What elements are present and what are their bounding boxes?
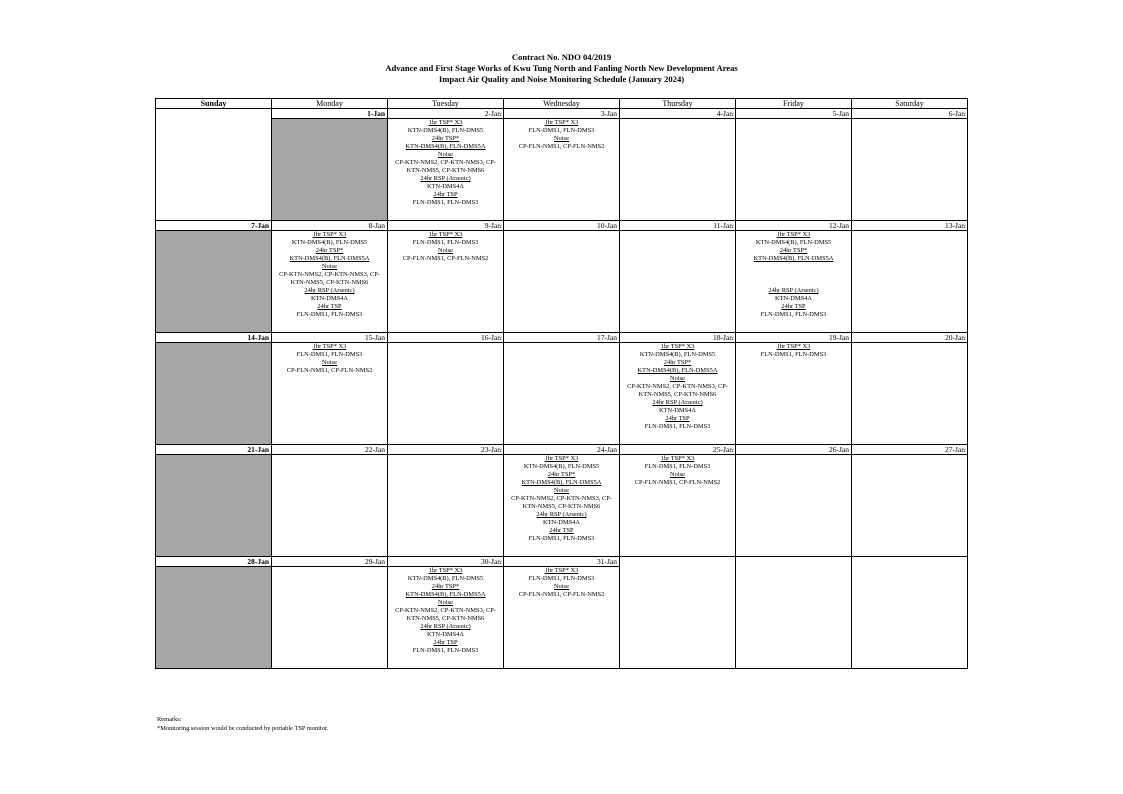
non-monitoring-day-fill xyxy=(156,567,271,668)
monitoring-heading: 1hr TSP* X3 xyxy=(428,231,463,238)
day-date: 17-Jan xyxy=(504,333,619,343)
monitoring-heading: 24hr TSP xyxy=(781,303,806,310)
monitoring-heading: KTN-DMS4(B), FLN-DMS5A xyxy=(753,255,834,262)
day-content xyxy=(272,231,387,332)
monitoring-stations: FLN-DMS1, FLN-DMS3 xyxy=(528,535,595,542)
day-date: 2-Jan xyxy=(388,109,503,119)
day-date: 30-Jan xyxy=(388,557,503,567)
day-cell xyxy=(504,557,620,669)
day-cell xyxy=(620,109,736,221)
monitoring-entries xyxy=(272,343,387,375)
monitoring-entries xyxy=(504,455,619,543)
monitoring-heading: 24hr RSP (Arsenic) xyxy=(420,623,471,630)
day-date: 12-Jan xyxy=(736,221,851,231)
day-content xyxy=(736,455,851,556)
monitoring-stations xyxy=(738,279,849,287)
day-cell xyxy=(852,557,968,669)
day-cell xyxy=(156,557,272,669)
day-date: 20-Jan xyxy=(852,333,967,343)
day-cell xyxy=(388,109,504,221)
day-cell xyxy=(736,445,852,557)
monitoring-stations xyxy=(738,271,849,279)
weekday-header: Sunday xyxy=(156,99,272,109)
day-cell xyxy=(504,221,620,333)
monitoring-entries xyxy=(736,231,851,319)
day-cell xyxy=(156,109,272,221)
monitoring-heading: 24hr TSP xyxy=(665,415,690,422)
day-cell xyxy=(272,445,388,557)
weekday-header: Monday xyxy=(272,99,388,109)
day-date: 26-Jan xyxy=(736,445,851,455)
day-cell xyxy=(388,445,504,557)
monitoring-stations: CP-KTN-NMS2, CP-KTN-NMS3, CP- xyxy=(511,495,612,502)
day-cell xyxy=(156,333,272,445)
monitoring-entries xyxy=(388,119,503,207)
monitoring-stations: KTN-DMS4A xyxy=(311,295,348,302)
day-date: 28-Jan xyxy=(156,557,271,567)
weekday-header: Friday xyxy=(736,99,852,109)
schedule-title: Impact Air Quality and Noise Monitoring Schedule (January 2024) xyxy=(438,74,685,84)
day-content xyxy=(852,119,967,220)
day-cell xyxy=(620,221,736,333)
monitoring-stations: KTN-DMS4(B), FLN-DMS5 xyxy=(407,127,484,134)
remarks-label: Remarks: xyxy=(157,716,182,723)
day-cell xyxy=(852,445,968,557)
day-date: 7-Jan xyxy=(156,221,271,231)
day-cell xyxy=(504,333,620,445)
monitoring-heading: 1hr TSP* X3 xyxy=(312,231,347,238)
monitoring-stations: FLN-DMS1, FLN-DMS3 xyxy=(760,351,827,358)
day-date: 25-Jan xyxy=(620,445,735,455)
day-date: 9-Jan xyxy=(388,221,503,231)
day-cell xyxy=(504,109,620,221)
day-content xyxy=(272,567,387,668)
day-content xyxy=(620,343,735,444)
day-cell xyxy=(852,221,968,333)
contract-number: Contract No. NDO 04/2019 xyxy=(511,52,612,62)
day-content xyxy=(388,343,503,444)
monitoring-heading: KTN-DMS4(B), FLN-DMS5A xyxy=(405,143,486,150)
monitoring-heading: 24hr TSP* xyxy=(779,247,808,254)
day-content xyxy=(388,455,503,556)
monitoring-heading: 24hr TSP* xyxy=(431,135,460,142)
day-cell xyxy=(620,333,736,445)
monitoring-heading: Noise xyxy=(438,151,453,158)
monitoring-stations: KTN-NMS5, CP-KTN-NMS6 xyxy=(638,391,717,398)
monitoring-stations: KTN-DMS4(B), FLN-DMS5 xyxy=(755,239,832,246)
monitoring-stations: KTN-NMS5, CP-KTN-NMS6 xyxy=(522,503,601,510)
monitoring-calendar xyxy=(155,98,968,669)
day-cell xyxy=(272,109,388,221)
day-cell xyxy=(852,333,968,445)
day-cell xyxy=(736,333,852,445)
monitoring-heading: 24hr RSP (Arsenic) xyxy=(768,287,819,294)
week-row xyxy=(156,445,968,557)
monitoring-heading: Noise xyxy=(554,487,569,494)
week-row xyxy=(156,557,968,669)
day-content xyxy=(736,119,851,220)
monitoring-heading: 1hr TSP* X3 xyxy=(544,119,579,126)
day-date: 6-Jan xyxy=(852,109,967,119)
monitoring-heading: 24hr RSP (Arsenic) xyxy=(304,287,355,294)
day-cell xyxy=(620,557,736,669)
day-date: 8-Jan xyxy=(272,221,387,231)
weekday-header: Wednesday xyxy=(504,99,620,109)
day-cell xyxy=(852,109,968,221)
monitoring-stations: CP-FLN-NMS1, CP-FLN-NMS2 xyxy=(518,143,605,150)
remarks xyxy=(157,716,328,733)
weekday-header: Thursday xyxy=(620,99,736,109)
monitoring-stations: KTN-NMS5, CP-KTN-NMS6 xyxy=(406,615,485,622)
monitoring-heading: KTN-DMS4(B), FLN-DMS5A xyxy=(637,367,718,374)
monitoring-stations: KTN-DMS4(B), FLN-DMS5 xyxy=(291,239,368,246)
day-cell xyxy=(272,333,388,445)
monitoring-stations: KTN-NMS5, CP-KTN-NMS6 xyxy=(290,279,369,286)
day-content xyxy=(504,119,619,220)
day-content xyxy=(504,343,619,444)
monitoring-heading: 1hr TSP* X3 xyxy=(660,455,695,462)
monitoring-stations: FLN-DMS1, FLN-DMS3 xyxy=(528,575,595,582)
monitoring-stations: KTN-DMS4A xyxy=(427,183,464,190)
monitoring-heading: 24hr RSP (Arsenic) xyxy=(420,175,471,182)
monitoring-heading: KTN-DMS4(B), FLN-DMS5A xyxy=(405,591,486,598)
day-date: 5-Jan xyxy=(736,109,851,119)
monitoring-heading: Noise xyxy=(322,359,337,366)
non-monitoring-day-fill xyxy=(156,231,271,332)
calendar-body xyxy=(156,109,968,669)
day-cell xyxy=(272,557,388,669)
day-date: 4-Jan xyxy=(620,109,735,119)
day-date: 14-Jan xyxy=(156,333,271,343)
day-cell xyxy=(388,557,504,669)
day-date: 19-Jan xyxy=(736,333,851,343)
day-content xyxy=(504,231,619,332)
monitoring-heading: 1hr TSP* X3 xyxy=(776,343,811,350)
monitoring-stations: FLN-DMS1, FLN-DMS3 xyxy=(644,463,711,470)
monitoring-entries xyxy=(504,119,619,151)
monitoring-stations: CP-FLN-NMS1, CP-FLN-NMS2 xyxy=(402,255,489,262)
day-date: 11-Jan xyxy=(620,221,735,231)
day-date: 21-Jan xyxy=(156,445,271,455)
monitoring-heading: 24hr TSP* xyxy=(431,583,460,590)
day-date: 23-Jan xyxy=(388,445,503,455)
monitoring-heading: 1hr TSP* X3 xyxy=(428,567,463,574)
remarks-note: *Monitoring session would be conducted by portable TSP monitor. xyxy=(157,724,329,732)
monitoring-stations: KTN-DMS4A xyxy=(543,519,580,526)
non-monitoring-day-fill xyxy=(156,343,271,444)
day-content xyxy=(852,455,967,556)
day-cell xyxy=(620,445,736,557)
day-date: 3-Jan xyxy=(504,109,619,119)
monitoring-entries xyxy=(388,231,503,263)
monitoring-heading: Noise xyxy=(554,583,569,590)
monitoring-entries xyxy=(388,567,503,655)
day-date: 18-Jan xyxy=(620,333,735,343)
monitoring-heading: Noise xyxy=(670,471,685,478)
project-name: Advance and First Stage Works of Kwu Tung North and Fanling North New Development Areas xyxy=(385,63,738,73)
day-content xyxy=(272,455,387,556)
monitoring-heading: 24hr TSP xyxy=(433,191,458,198)
monitoring-stations: FLN-DMS1, FLN-DMS3 xyxy=(528,127,595,134)
day-content xyxy=(620,231,735,332)
monitoring-heading: Noise xyxy=(670,375,685,382)
monitoring-stations: CP-FLN-NMS1, CP-FLN-NMS2 xyxy=(634,479,721,486)
weekday-header: Saturday xyxy=(852,99,968,109)
monitoring-heading: 1hr TSP* X3 xyxy=(428,119,463,126)
monitoring-heading: Noise xyxy=(322,263,337,270)
monitoring-stations: CP-KTN-NMS2, CP-KTN-NMS3, CP- xyxy=(279,271,380,278)
monitoring-heading: 24hr TSP* xyxy=(315,247,344,254)
monitoring-heading: 24hr TSP xyxy=(433,639,458,646)
monitoring-heading: 1hr TSP* X3 xyxy=(544,455,579,462)
monitoring-stations: KTN-NMS5, CP-KTN-NMS6 xyxy=(406,167,485,174)
monitoring-stations: KTN-DMS4A xyxy=(659,407,696,414)
day-date: 10-Jan xyxy=(504,221,619,231)
monitoring-heading: 24hr TSP xyxy=(317,303,342,310)
day-cell xyxy=(156,445,272,557)
day-content xyxy=(852,231,967,332)
monitoring-heading: KTN-DMS4(B), FLN-DMS5A xyxy=(289,255,370,262)
day-content xyxy=(620,455,735,556)
monitoring-heading: 24hr TSP* xyxy=(663,359,692,366)
monitoring-stations: CP-FLN-NMS1, CP-FLN-NMS2 xyxy=(286,367,373,374)
monitoring-heading: KTN-DMS4(B), FLN-DMS5A xyxy=(521,479,602,486)
day-content xyxy=(504,455,619,556)
day-content xyxy=(504,567,619,668)
monitoring-stations: CP-FLN-NMS1, CP-FLN-NMS2 xyxy=(518,591,605,598)
monitoring-stations: FLN-DMS1, FLN-DMS3 xyxy=(760,311,827,318)
week-row xyxy=(156,109,968,221)
day-content xyxy=(388,567,503,668)
weekday-header: Tuesday xyxy=(388,99,504,109)
monitoring-entries xyxy=(504,567,619,599)
non-monitoring-day-fill xyxy=(156,455,271,556)
day-cell xyxy=(504,445,620,557)
day-cell xyxy=(736,109,852,221)
day-content xyxy=(620,119,735,220)
monitoring-heading: 1hr TSP* X3 xyxy=(660,343,695,350)
monitoring-stations xyxy=(738,263,849,271)
weekday-header-row xyxy=(156,99,968,109)
day-content xyxy=(852,557,967,667)
monitoring-entries xyxy=(620,343,735,431)
day-cell xyxy=(736,557,852,669)
monitoring-stations: KTN-DMS4(B), FLN-DMS5 xyxy=(407,575,484,582)
day-content xyxy=(736,557,851,667)
day-cell xyxy=(736,221,852,333)
day-content xyxy=(852,343,967,444)
monitoring-stations: FLN-DMS1, FLN-DMS3 xyxy=(412,647,479,654)
day-date: 29-Jan xyxy=(272,557,387,567)
day-content xyxy=(620,557,735,667)
monitoring-entries xyxy=(736,343,851,359)
monitoring-heading: Noise xyxy=(438,599,453,606)
monitoring-heading: Noise xyxy=(438,247,453,254)
monitoring-stations: CP-KTN-NMS2, CP-KTN-NMS3, CP- xyxy=(395,607,496,614)
day-date: 16-Jan xyxy=(388,333,503,343)
monitoring-entries xyxy=(272,231,387,319)
day-date: 13-Jan xyxy=(852,221,967,231)
day-date: 31-Jan xyxy=(504,557,619,567)
day-content xyxy=(272,343,387,444)
monitoring-stations: FLN-DMS1, FLN-DMS3 xyxy=(644,423,711,430)
monitoring-heading: 24hr TSP xyxy=(549,527,574,534)
monitoring-stations: CP-KTN-NMS2, CP-KTN-NMS3, CP- xyxy=(627,383,728,390)
monitoring-heading: 1hr TSP* X3 xyxy=(776,231,811,238)
week-row xyxy=(156,333,968,445)
monitoring-stations: KTN-DMS4(B), FLN-DMS5 xyxy=(639,351,716,358)
day-cell xyxy=(388,221,504,333)
monitoring-entries xyxy=(620,455,735,487)
day-date: 27-Jan xyxy=(852,445,967,455)
monitoring-stations: KTN-DMS4(B), FLN-DMS5 xyxy=(523,463,600,470)
day-date: 24-Jan xyxy=(504,445,619,455)
monitoring-stations: FLN-DMS1, FLN-DMS3 xyxy=(296,351,363,358)
day-content xyxy=(736,343,851,444)
day-content xyxy=(736,231,851,332)
day-date: 15-Jan xyxy=(272,333,387,343)
day-date: 22-Jan xyxy=(272,445,387,455)
day-content xyxy=(388,119,503,220)
monitoring-heading: 1hr TSP* X3 xyxy=(544,567,579,574)
monitoring-heading: Noise xyxy=(554,135,569,142)
day-content xyxy=(388,231,503,332)
day-cell xyxy=(156,221,272,333)
monitoring-heading: 24hr RSP (Arsenic) xyxy=(536,511,587,518)
monitoring-stations: KTN-DMS4A xyxy=(775,295,812,302)
monitoring-stations: FLN-DMS1, FLN-DMS3 xyxy=(296,311,363,318)
day-cell xyxy=(388,333,504,445)
monitoring-stations: KTN-DMS4A xyxy=(427,631,464,638)
monitoring-heading: 24hr TSP* xyxy=(547,471,576,478)
monitoring-heading: 24hr RSP (Arsenic) xyxy=(652,399,703,406)
monitoring-stations: FLN-DMS1, FLN-DMS3 xyxy=(412,239,479,246)
day-content xyxy=(156,109,271,219)
day-date: 1-Jan xyxy=(272,109,387,119)
document-title xyxy=(0,52,1123,85)
non-monitoring-day-fill xyxy=(272,119,387,220)
monitoring-stations: FLN-DMS1, FLN-DMS3 xyxy=(412,199,479,206)
week-row xyxy=(156,221,968,333)
monitoring-heading: 1hr TSP* X3 xyxy=(312,343,347,350)
day-cell xyxy=(272,221,388,333)
monitoring-stations: CP-KTN-NMS2, CP-KTN-NMS3, CP- xyxy=(395,159,496,166)
